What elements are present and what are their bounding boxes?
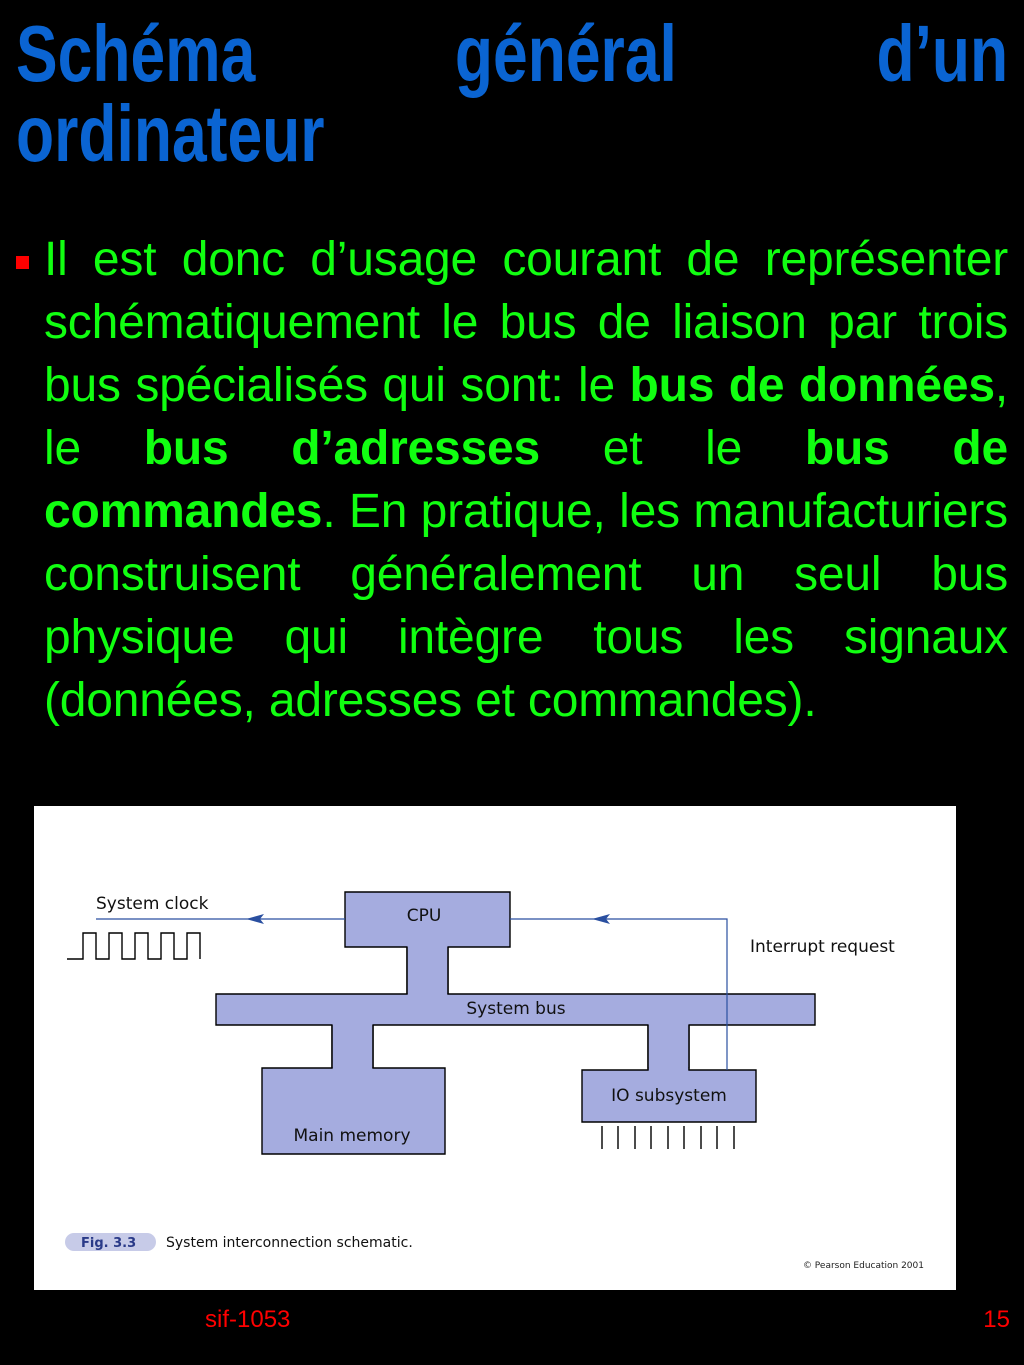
page-number: 15	[983, 1306, 1010, 1333]
system-interconnection-figure	[34, 806, 956, 1290]
diagram-svg	[34, 806, 956, 1290]
system-clock-label: System clock	[96, 894, 209, 914]
fig-label: Fig. 3.3	[81, 1236, 137, 1251]
io-pins	[602, 1126, 734, 1149]
title-word-2: général	[454, 9, 677, 98]
paragraph-text-1: Il est donc d’usage courant de représenter schématiquement le bus de liaison par trois bus spécialisés qui sont: le	[44, 233, 1008, 412]
fig-caption: System interconnection schematic.	[166, 1235, 413, 1251]
term-data-bus: bus de données	[629, 359, 995, 412]
title-word-1: Schéma	[16, 9, 256, 98]
io-connector	[649, 1023, 689, 1072]
cpu-connector	[408, 945, 448, 996]
memory-connector	[333, 1023, 373, 1070]
title-line-2: ordinateur	[16, 89, 325, 178]
interrupt-request-label: Interrupt request	[750, 937, 895, 957]
main-memory-label: Main memory	[293, 1126, 411, 1146]
paragraph-text-4: . En pratique, les manufacturiers construisent généralement un seul bus physique qui intègre tous les signaux (données, adresses et commandes).	[44, 485, 1008, 727]
slide-title	[16, 9, 1009, 178]
course-code: sif-1053	[205, 1306, 291, 1333]
term-address-bus: bus d’adresses	[143, 422, 541, 475]
bullet-square-icon	[16, 256, 29, 269]
title-word-3: d’un	[876, 9, 1009, 98]
io-subsystem-label: IO subsystem	[611, 1086, 727, 1106]
clock-waveform-icon	[67, 933, 200, 959]
term-command-bus: bus de commandes	[44, 422, 1008, 538]
copyright-notice: © Pearson Education 2001	[802, 1261, 924, 1271]
system-bus-label: System bus	[466, 999, 566, 1019]
paragraph-text-3: et le	[540, 422, 805, 475]
paragraph-text-2: , le	[44, 359, 1008, 475]
cpu-label: CPU	[406, 906, 442, 926]
body-paragraph	[44, 228, 1008, 732]
